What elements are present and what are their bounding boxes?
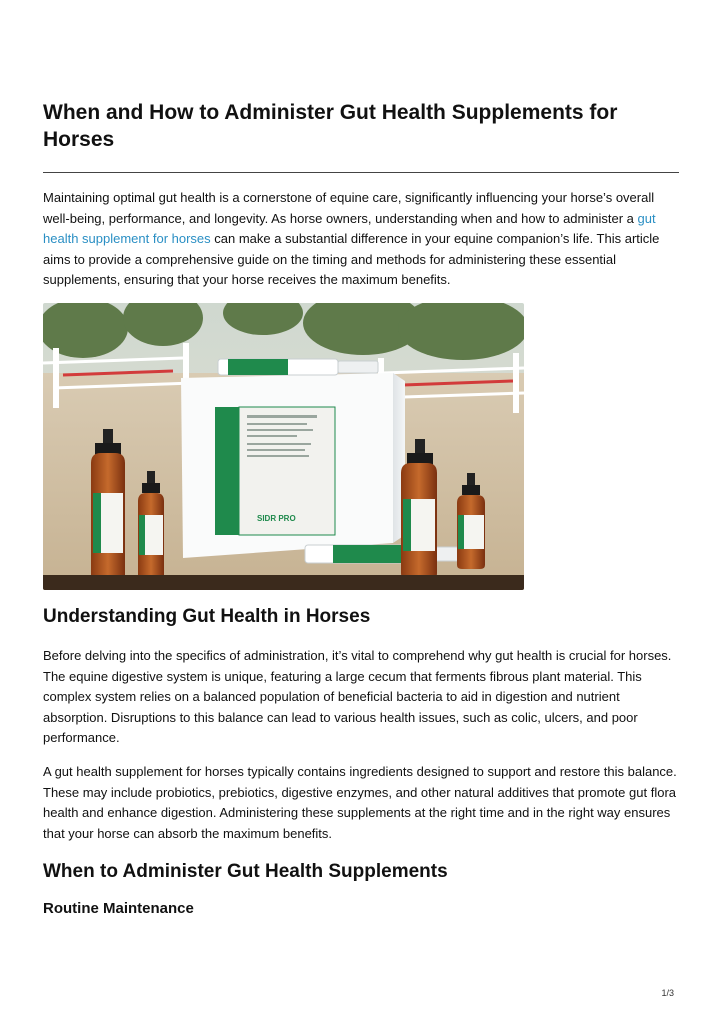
article-title: When and How to Administer Gut Health Supplements for Horses [43,101,618,151]
box-brand-label: SIDR PRO [257,514,296,523]
subheading-routine-maintenance: Routine Maintenance [43,900,194,917]
intro-text-after: can make a substantial difference in your equine companion’s life. This article aims to provide a comprehensive guide on the timing and methods for administering these essential supplements, ensuring that your horse receives the maximum benefits. [43,231,660,287]
product-photo [43,303,524,590]
gut-health-paragraph: Before delving into the specifics of administration, it’s vital to comprehend why gut health is crucial for horses. The equine digestive system is unique, featuring a large cecum that ferments fibrous plant material. This complex system relies on a balanced population of beneficial bacteria to aid in digestion and nutrient absorption. Disruptions to this balance can lead to various health issues, such as colic, ulcers, and poor performance. [43,648,672,745]
section-heading-understanding: Understanding Gut Health in Horses [43,606,371,627]
supplement-paragraph: A gut health supplement for horses typically contains ingredients designed to support and restore this balance. These may include probiotics, prebiotics, digestive enzymes, and other natural additives that promote gut flora health and enhance digestion. Administering these supplements at the right time and in the right way ensures that your horse can absorb the maximum benefits. [43,764,677,841]
title-divider [43,172,679,173]
intro-paragraph [43,188,679,291]
intro-text-before: Maintaining optimal gut health is a cornerstone of equine care, significantly influencing your horse’s overall well-being, performance, and longevity. As horse owners, understanding when and how to administer a [43,190,655,226]
spray-bottle-left-large [91,429,125,583]
page-number: 1/3 [661,988,674,998]
supplement-link[interactable]: gut health supplement for horses [43,210,656,246]
section-heading-when: When to Administer Gut Health Supplements [43,861,448,882]
